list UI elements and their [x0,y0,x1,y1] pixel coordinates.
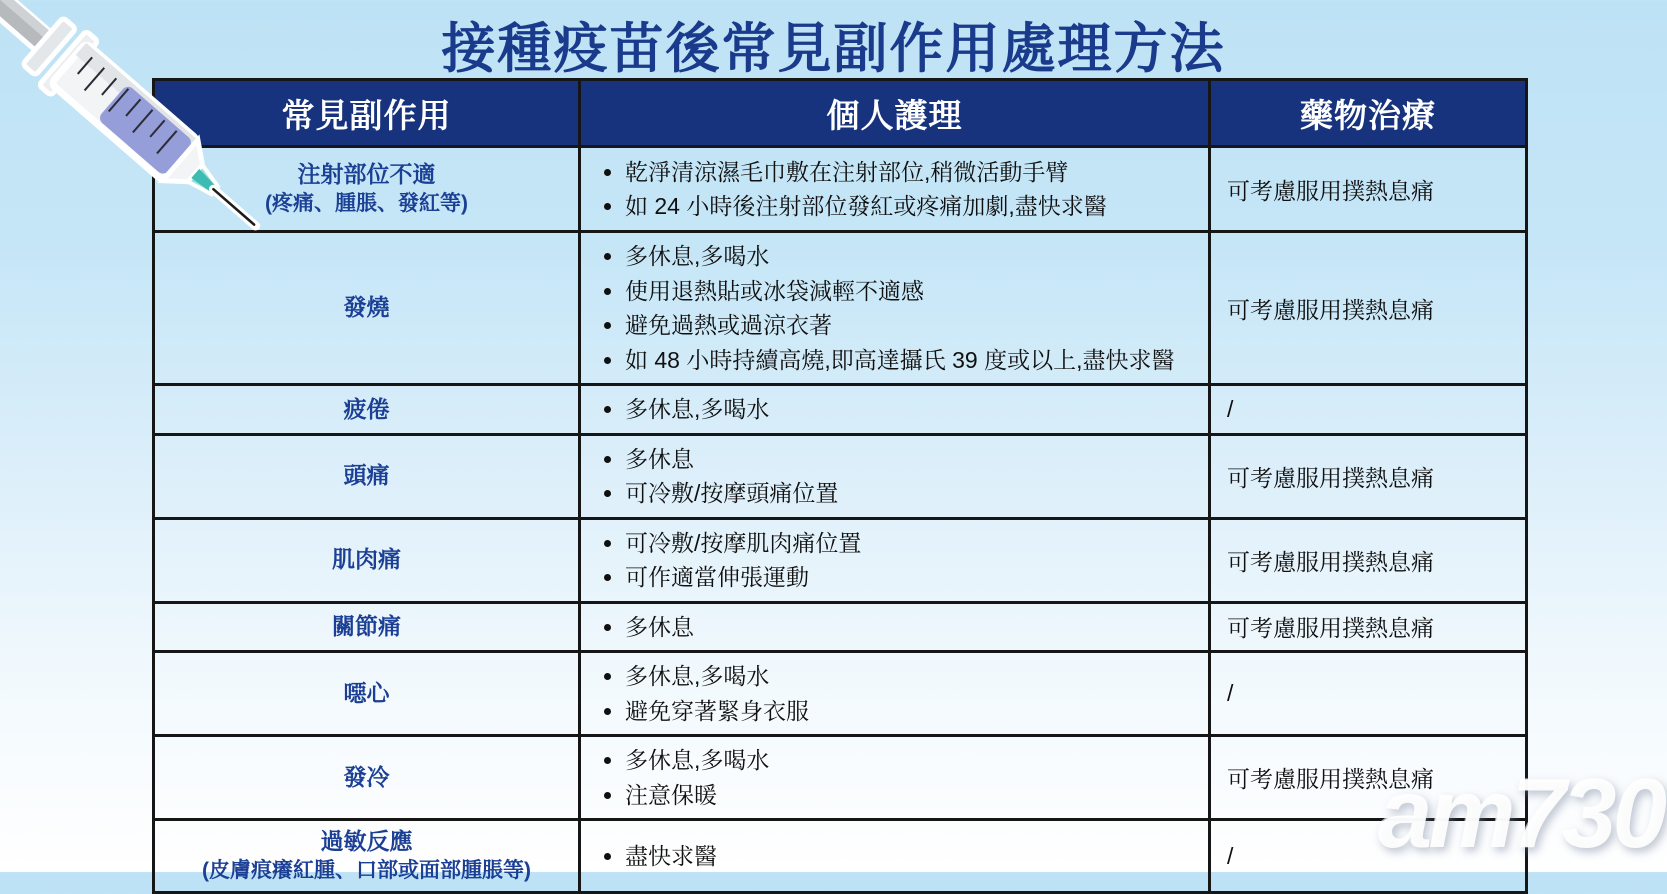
care-cell [580,518,1210,602]
effect-cell [154,736,580,820]
effect-cell [154,385,580,435]
care-cell [580,385,1210,435]
effect-cell [154,602,580,652]
table-row-nausea [154,652,1527,736]
effect-label: 頭痛 [343,462,390,489]
care-cell [580,820,1210,893]
table-row-allergic-reaction [154,820,1527,893]
effect-cell [154,434,580,518]
table-row-fatigue [154,385,1527,435]
effect-cell [154,232,580,385]
care-item: • 如 48 小時持續高燒,即高達攝氏 39 度或以上,盡快求醫 [625,343,1198,378]
effect-label: 發燒 [343,294,390,321]
medication-cell: 可考慮服用撲熱息痛 [1210,602,1527,652]
table-row-headache [154,434,1527,518]
effect-label: 發冷 [343,763,390,790]
table-row-muscle-pain [154,518,1527,602]
column-header-common-side-effect: 常見副作用 [154,80,580,147]
table-row-injection-site [154,147,1527,232]
table-row-fever [154,232,1527,385]
care-item: • 多休息,多喝水 [625,743,1198,778]
care-item: • 多休息 [625,442,1198,477]
effect-cell [154,652,580,736]
medication-cell: / [1210,385,1527,435]
effect-cell [154,147,580,232]
side-effects-table [152,78,1528,894]
effect-label: 過敏反應 [320,828,413,855]
effect-label: 肌肉痛 [332,546,401,573]
care-cell [580,652,1210,736]
medication-cell: / [1210,820,1527,893]
medication-cell: 可考慮服用撲熱息痛 [1210,736,1527,820]
care-item: • 多休息,多喝水 [625,659,1198,694]
care-item: • 盡快求醫 [625,839,1198,874]
care-item: • 多休息 [625,610,1198,645]
care-cell [580,147,1210,232]
care-cell [580,736,1210,820]
care-item: • 避免穿著緊身衣服 [625,694,1198,729]
table-row-chills [154,736,1527,820]
care-item: • 乾淨清涼濕毛巾敷在注射部位,稍微活動手臂 [625,155,1198,190]
care-item: • 避免過熱或過涼衣著 [625,308,1198,343]
care-item: • 使用退熱貼或冰袋減輕不適感 [625,274,1198,309]
am730-watermark-logo: am730 [1377,758,1663,868]
effect-note: (疼痛、腫脹、發紅等) [265,192,468,216]
medication-cell: 可考慮服用撲熱息痛 [1210,434,1527,518]
table-row-joint-pain [154,602,1527,652]
effect-label: 噁心 [343,679,390,706]
effect-cell [154,820,580,893]
care-item: • 注意保暖 [625,778,1198,813]
medication-cell: / [1210,652,1527,736]
medication-cell: 可考慮服用撲熱息痛 [1210,232,1527,385]
effect-label: 疲倦 [343,395,390,422]
care-item: • 可作適當伸張運動 [625,560,1198,595]
page-title: 接種疫苗後常見副作用處理方法 [441,19,1226,79]
column-header-medication: 藥物治療 [1210,80,1527,147]
column-header-personal-care: 個人護理 [580,80,1210,147]
effect-note: (皮膚痕癢紅腫、口部或面部腫脹等) [202,859,531,883]
care-cell [580,232,1210,385]
header-row [154,80,1527,147]
care-cell [580,602,1210,652]
care-item: • 如 24 小時後注射部位發紅或疼痛加劇,盡快求醫 [625,189,1198,224]
care-item: • 多休息,多喝水 [625,392,1198,427]
medication-cell: 可考慮服用撲熱息痛 [1210,518,1527,602]
side-effects-table-container [152,78,1528,894]
care-item: • 可冷敷/按摩肌肉痛位置 [625,526,1198,561]
effect-label: 注射部位不適 [297,161,436,188]
care-item: • 可冷敷/按摩頭痛位置 [625,476,1198,511]
effect-label: 關節痛 [332,613,401,640]
care-cell [580,434,1210,518]
care-item: • 多休息,多喝水 [625,239,1198,274]
effect-cell [154,518,580,602]
medication-cell: 可考慮服用撲熱息痛 [1210,147,1527,232]
